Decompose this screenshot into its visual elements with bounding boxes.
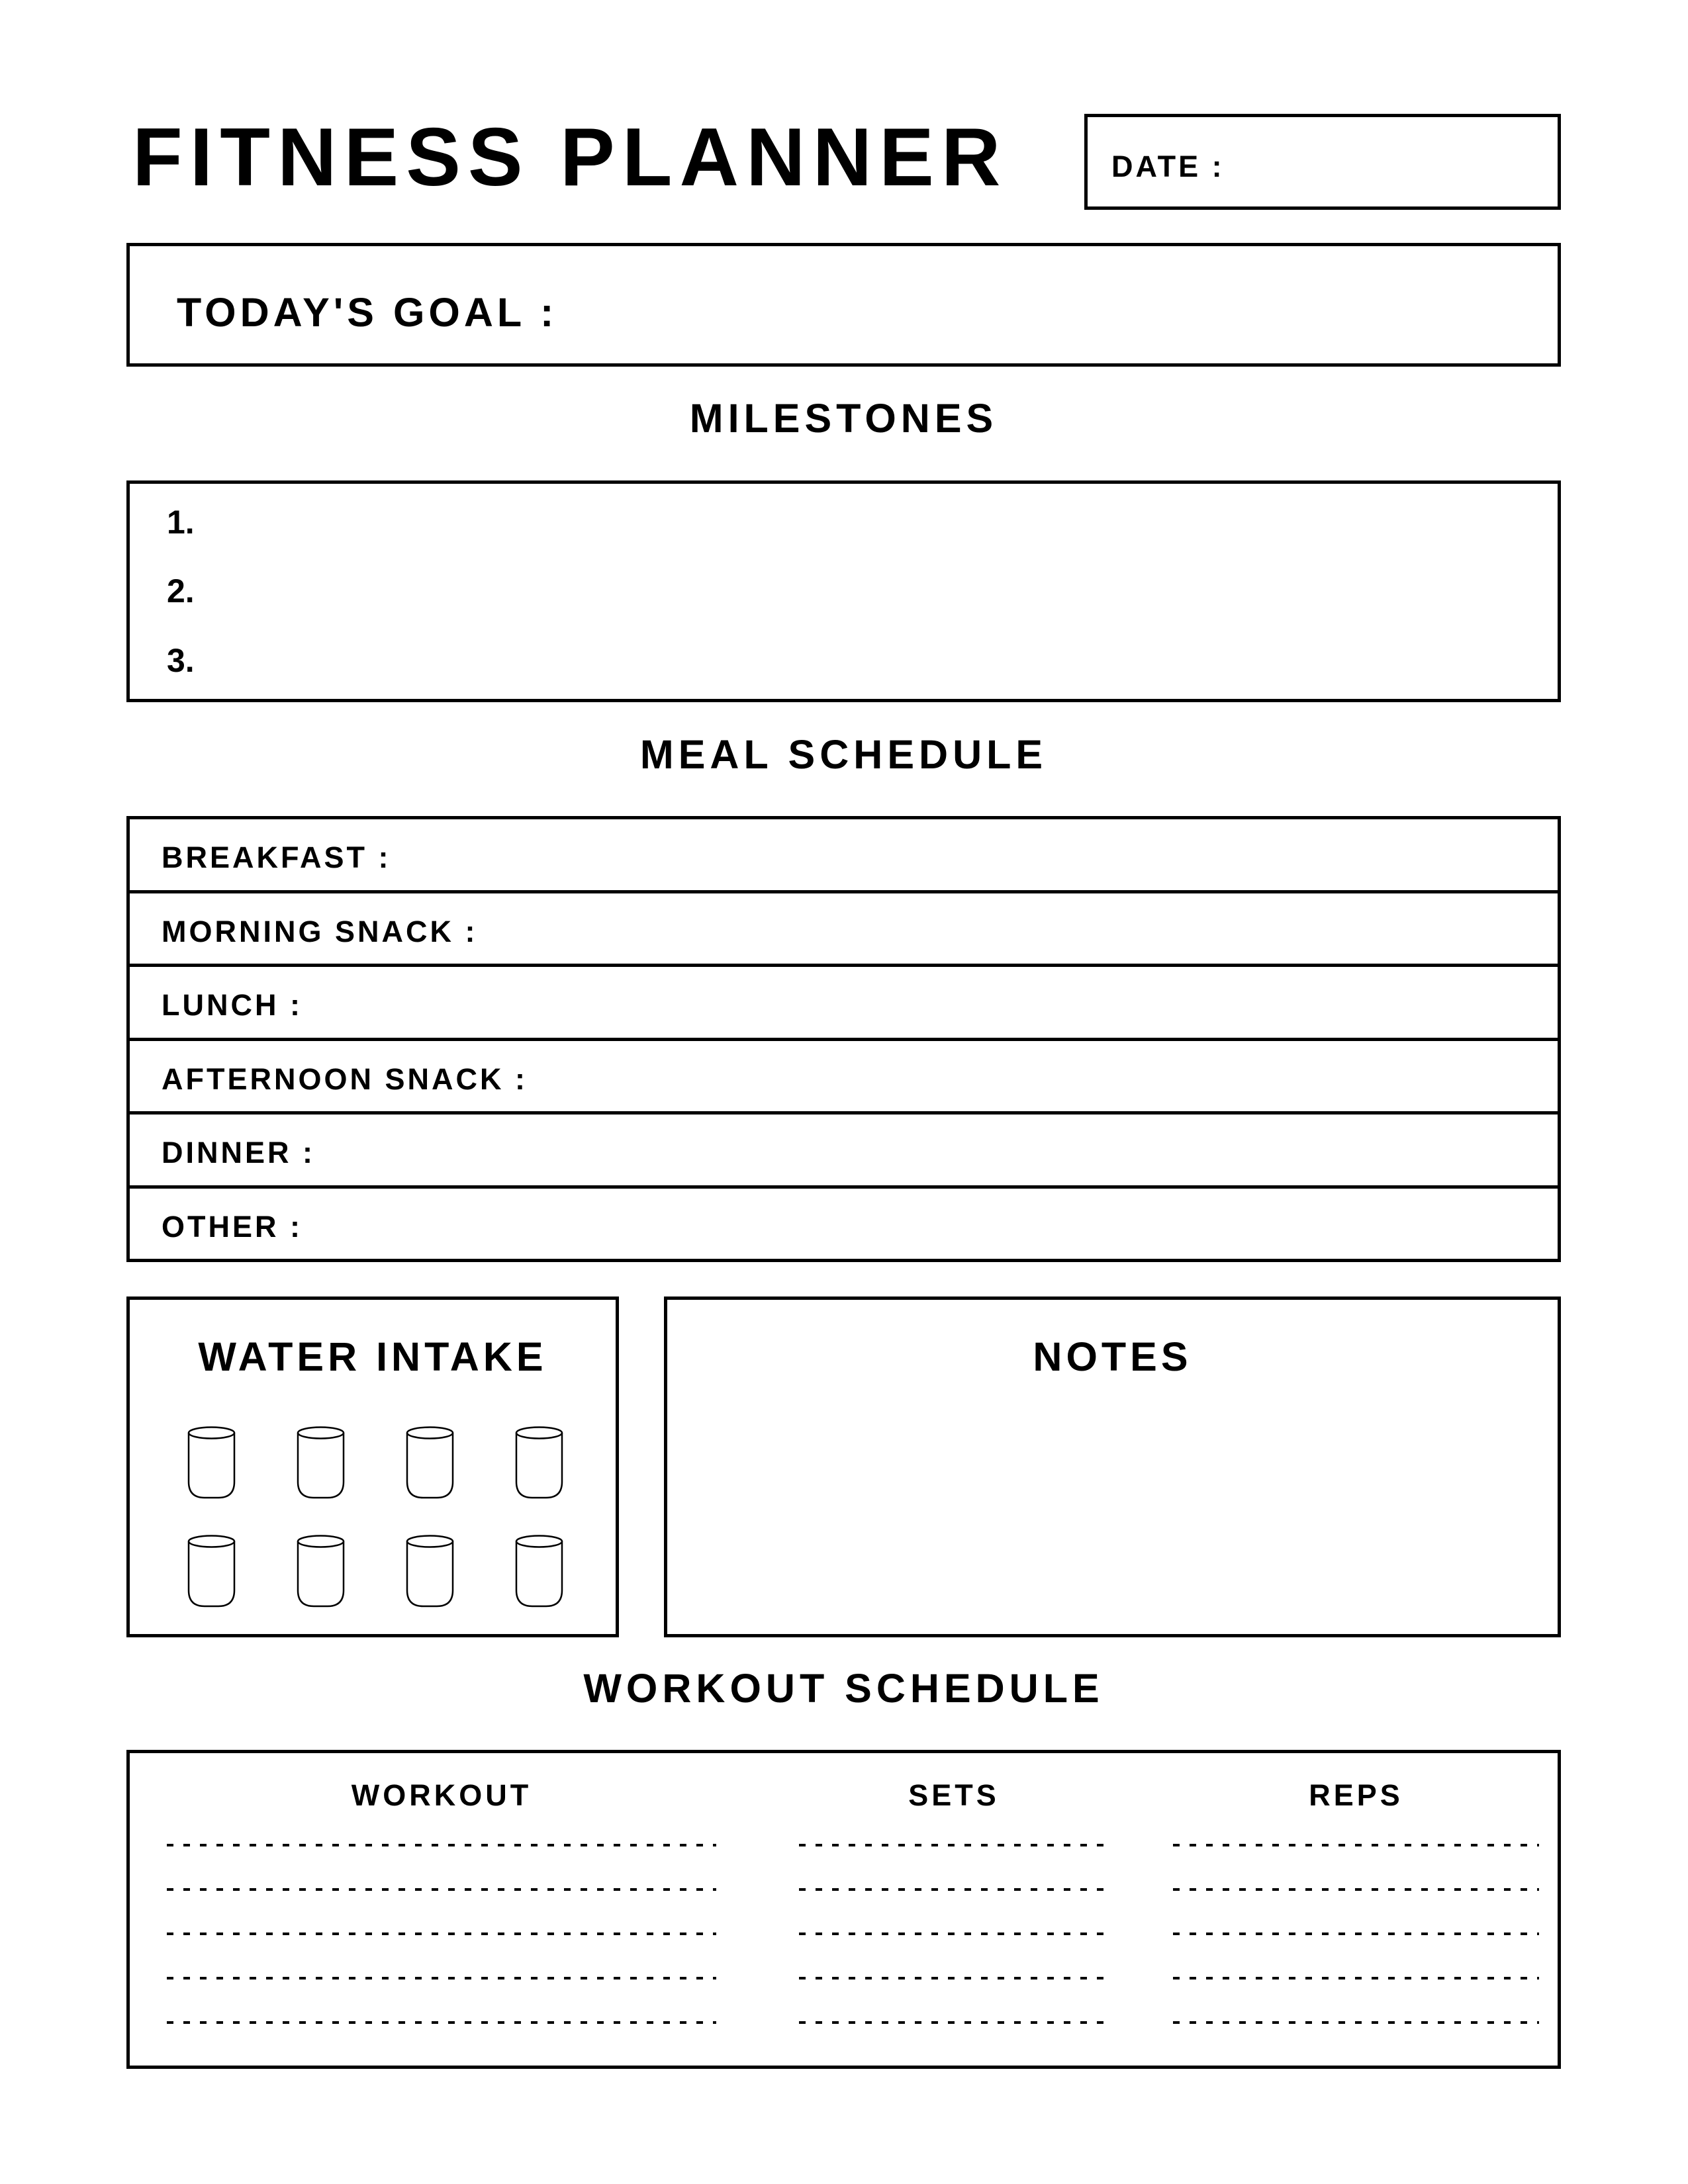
workout-entry-line[interactable]: [167, 2021, 716, 2024]
sets-entry-line[interactable]: [799, 1933, 1109, 1935]
sets-entry-line[interactable]: [799, 1888, 1109, 1891]
glass-body: [516, 1433, 562, 1498]
glass-body: [516, 1541, 562, 1606]
glass-rim: [407, 1428, 453, 1439]
meal-row-breakfast[interactable]: [130, 819, 1558, 893]
glass-rim: [516, 1428, 562, 1439]
glass-body: [407, 1433, 453, 1498]
column-header-sets: SETS: [908, 1778, 1000, 1812]
notes-title: NOTES: [1033, 1334, 1192, 1379]
reps-entry-line[interactable]: [1173, 2021, 1539, 2024]
glass-body: [189, 1541, 234, 1606]
date-field[interactable]: [1084, 114, 1561, 210]
glass-body: [298, 1433, 344, 1498]
milestone-item-1[interactable]: 1.: [167, 504, 195, 541]
workout-entry-line[interactable]: [167, 1977, 716, 1979]
date-label: DATE :: [1111, 150, 1225, 183]
glass-rim: [516, 1536, 562, 1547]
workout-schedule-heading: WORKOUT SCHEDULE: [583, 1666, 1104, 1711]
milestones-list: [126, 480, 1561, 702]
water-glass-grid: [187, 1426, 571, 1608]
water-intake-panel: [126, 1297, 619, 1637]
water-glass-icon[interactable]: [187, 1535, 236, 1608]
water-glass-icon[interactable]: [297, 1535, 345, 1608]
meal-row-dinner[interactable]: [130, 1115, 1558, 1189]
column-header-reps: REPS: [1309, 1778, 1403, 1812]
reps-entry-line[interactable]: [1173, 1888, 1539, 1891]
meal-label: MORNING SNACK :: [162, 914, 478, 948]
glass-body: [407, 1541, 453, 1606]
sets-entry-line[interactable]: [799, 2021, 1109, 2024]
meal-row-afternoon-snack[interactable]: [130, 1041, 1558, 1115]
milestone-item-2[interactable]: 2.: [167, 572, 195, 610]
glass-rim: [189, 1428, 234, 1439]
milestone-item-3[interactable]: 3.: [167, 642, 195, 679]
meal-label: LUNCH :: [162, 988, 303, 1022]
reps-entry-line[interactable]: [1173, 1933, 1539, 1935]
meal-label: DINNER :: [162, 1136, 315, 1169]
page-title: FITNESS PLANNER: [132, 112, 1008, 203]
sets-entry-line[interactable]: [799, 1844, 1109, 1846]
meal-label: BREAKFAST :: [162, 841, 391, 874]
notes-panel[interactable]: [664, 1297, 1561, 1637]
meal-row-lunch[interactable]: [130, 967, 1558, 1041]
meal-label: AFTERNOON SNACK :: [162, 1062, 528, 1096]
water-glass-icon[interactable]: [515, 1535, 563, 1608]
glass-rim: [189, 1536, 234, 1547]
water-glass-icon[interactable]: [297, 1426, 345, 1499]
water-glass-icon[interactable]: [406, 1535, 454, 1608]
workout-entry-line[interactable]: [167, 1844, 716, 1846]
reps-entry-line[interactable]: [1173, 1844, 1539, 1846]
milestones-heading: MILESTONES: [689, 396, 998, 441]
workout-entry-line[interactable]: [167, 1888, 716, 1891]
meal-schedule-table: [126, 816, 1561, 1262]
glass-body: [298, 1541, 344, 1606]
water-glass-icon[interactable]: [187, 1426, 236, 1499]
reps-entry-line[interactable]: [1173, 1977, 1539, 1979]
glass-rim: [298, 1536, 344, 1547]
workout-entry-line[interactable]: [167, 1933, 716, 1935]
meal-row-morning-snack[interactable]: [130, 893, 1558, 968]
meal-row-other[interactable]: [130, 1189, 1558, 1259]
glass-body: [189, 1433, 234, 1498]
glass-rim: [407, 1536, 453, 1547]
glass-rim: [298, 1428, 344, 1439]
column-header-workout: WORKOUT: [351, 1778, 532, 1812]
meal-label: OTHER :: [162, 1209, 303, 1244]
todays-goal-field[interactable]: [126, 243, 1561, 367]
meal-schedule-heading: MEAL SCHEDULE: [639, 732, 1048, 777]
workout-schedule-table: [126, 1750, 1561, 2069]
todays-goal-label: TODAY'S GOAL :: [177, 290, 558, 335]
water-glass-icon[interactable]: [406, 1426, 454, 1499]
water-glass-icon[interactable]: [515, 1426, 563, 1499]
sets-entry-line[interactable]: [799, 1977, 1109, 1979]
water-intake-title: WATER INTAKE: [198, 1334, 547, 1379]
